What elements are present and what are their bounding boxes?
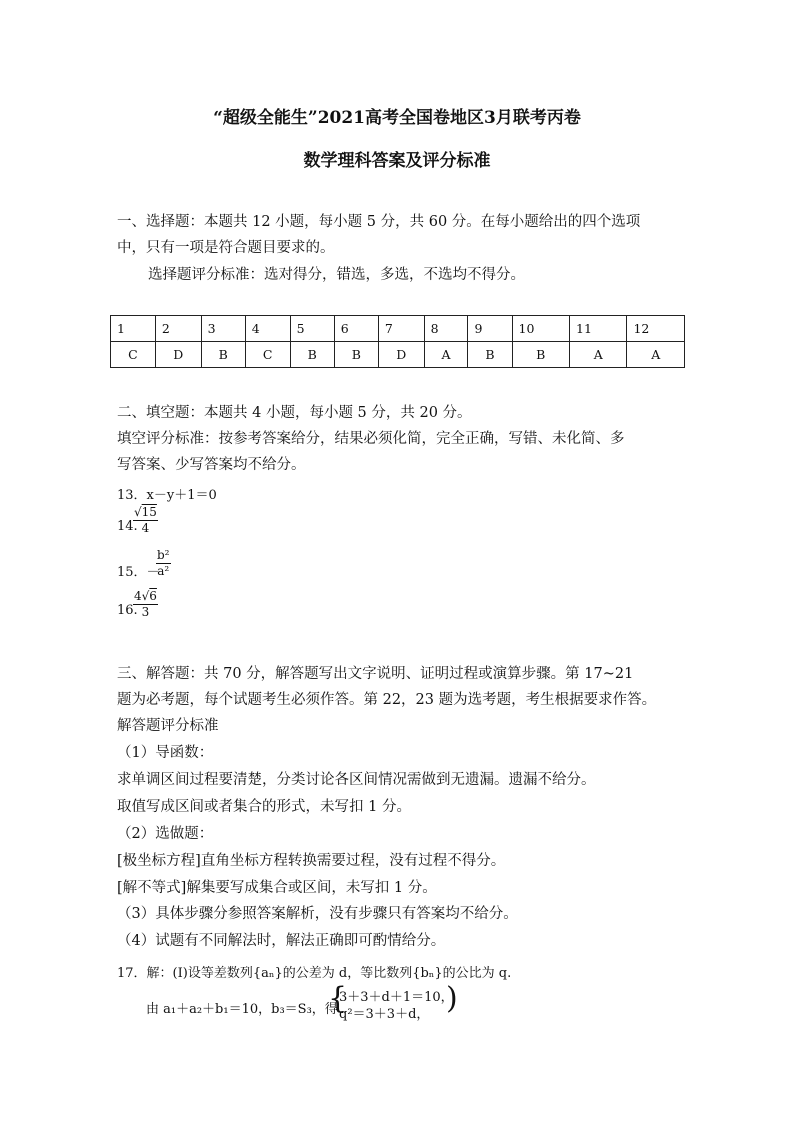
page-subtitle: 数学理科答案及评分标准 bbox=[303, 151, 491, 171]
scoring-item-4: （4）试题有不同解法时，解法正确即可酌情给分。 bbox=[117, 933, 446, 949]
answer-cell: B bbox=[201, 342, 245, 368]
scoring-item-1-detail-1: 求单调区间过程要清楚，分类讨论各区间情况需做到无遗漏。遗漏不给分。 bbox=[117, 772, 596, 788]
question-number-cell: 11 bbox=[570, 316, 627, 342]
answer-16-coefficient: 4 bbox=[134, 589, 142, 603]
answer-15-label: 15．－ bbox=[117, 565, 160, 580]
section2-intro: 二、填空题：本题共 4 小题，每小题 5 分，共 20 分。 bbox=[117, 405, 472, 421]
answer-14-denominator: 4 bbox=[141, 521, 150, 535]
answer-14-radicand: 15 bbox=[141, 505, 157, 519]
section1-scoring: 选择题评分标准：选对得分，错选，多选，不选均不得分。 bbox=[148, 267, 525, 283]
answer-cell: B bbox=[468, 342, 512, 368]
answer-13: 13．x－y＋1＝0 bbox=[117, 488, 217, 503]
question-number-cell: 8 bbox=[424, 316, 468, 342]
answer-16-radicand: 6 bbox=[149, 589, 157, 603]
answer-table-number-row bbox=[111, 316, 685, 342]
answer-table bbox=[110, 315, 685, 368]
answer-15-fraction bbox=[156, 548, 171, 579]
section2-scoring-line1: 填空评分标准：按参考答案给分，结果必须化简，完全正确，写错、未化简、多 bbox=[117, 431, 625, 447]
answer-cell: D bbox=[155, 342, 201, 368]
scoring-item-3: （3）具体步骤分参照答案解析，没有步骤只有答案均不给分。 bbox=[117, 906, 518, 922]
scoring-item-2: （2）选做题： bbox=[117, 826, 214, 842]
question-number-cell: 5 bbox=[290, 316, 334, 342]
right-paren: ) bbox=[446, 981, 458, 1016]
q17-system-eq1: 3＋3＋d＋1＝10， bbox=[339, 990, 454, 1005]
question-number-cell: 9 bbox=[468, 316, 512, 342]
answer-14-label: 14. bbox=[117, 519, 138, 534]
q17-system-eq2: q²＝3＋3＋d， bbox=[339, 1007, 430, 1022]
answer-cell: C bbox=[245, 342, 290, 368]
section3-intro-line2: 题为必考题，每个试题考生必须作答。第 22，23 题为选考题，考生根据要求作答。 bbox=[117, 692, 657, 708]
question-number-cell: 7 bbox=[378, 316, 424, 342]
scoring-item-2-detail-1: [极坐标方程]直角坐标方程转换需要过程，没有过程不得分。 bbox=[117, 853, 506, 869]
question-number-cell: 1 bbox=[111, 316, 156, 342]
section1-intro-line2: 中，只有一项是符合题目要求的。 bbox=[117, 240, 335, 256]
answer-cell: B bbox=[334, 342, 378, 368]
q17-line1: 17．解：(Ⅰ)设等差数列{aₙ}的公差为 d，等比数列{bₙ}的公比为 q. bbox=[117, 966, 512, 981]
question-number-cell: 10 bbox=[512, 316, 569, 342]
answer-table-answer-row bbox=[111, 342, 685, 368]
answer-cell: C bbox=[111, 342, 156, 368]
answer-cell: A bbox=[424, 342, 468, 368]
section3-scoring-title: 解答题评分标准 bbox=[117, 718, 219, 734]
section3-intro-line1: 三、解答题：共 70 分，解答题写出文字说明、证明过程或演算步骤。第 17~21 bbox=[117, 666, 634, 682]
answer-16-fraction: $\frac{4√6}{3}$ bbox=[134, 589, 157, 619]
answer-cell: A bbox=[627, 342, 685, 368]
scoring-item-1-detail-2: 取值写成区间或者集合的形式，未写扣 1 分。 bbox=[117, 799, 411, 815]
question-number-cell: 3 bbox=[201, 316, 245, 342]
left-brace: { bbox=[328, 981, 348, 1016]
question-number-cell: 2 bbox=[155, 316, 201, 342]
answer-16-denominator: 3 bbox=[141, 605, 150, 619]
answer-cell: A bbox=[570, 342, 627, 368]
section2-scoring-line2: 写答案、少写答案均不给分。 bbox=[117, 457, 306, 473]
answer-cell: B bbox=[512, 342, 569, 368]
scoring-item-2-detail-2: [解不等式]解集要写成集合或区间，未写扣 1 分。 bbox=[117, 880, 437, 896]
question-number-cell: 6 bbox=[334, 316, 378, 342]
page-title: “超级全能生”2021高考全国卷地区3月联考丙卷 bbox=[213, 108, 581, 128]
answer-16-label: 16. bbox=[117, 603, 138, 618]
answer-15-numerator: b² bbox=[157, 548, 170, 562]
answer-15-denominator: a² bbox=[157, 564, 170, 578]
q17-line2-prefix: 由 a₁＋a₂＋b₁＝10，b₃＝S₃，得 bbox=[146, 1002, 338, 1017]
answer-14-fraction: $\frac{√15}{4}$ bbox=[134, 505, 157, 535]
question-number-cell: 4 bbox=[245, 316, 290, 342]
scoring-item-1: （1）导函数： bbox=[117, 745, 214, 761]
question-number-cell: 12 bbox=[627, 316, 685, 342]
section1-intro-line1: 一、选择题：本题共 12 小题，每小题 5 分，共 60 分。在每小题给出的四个选项 bbox=[117, 214, 641, 230]
answer-cell: B bbox=[290, 342, 334, 368]
answer-cell: D bbox=[378, 342, 424, 368]
